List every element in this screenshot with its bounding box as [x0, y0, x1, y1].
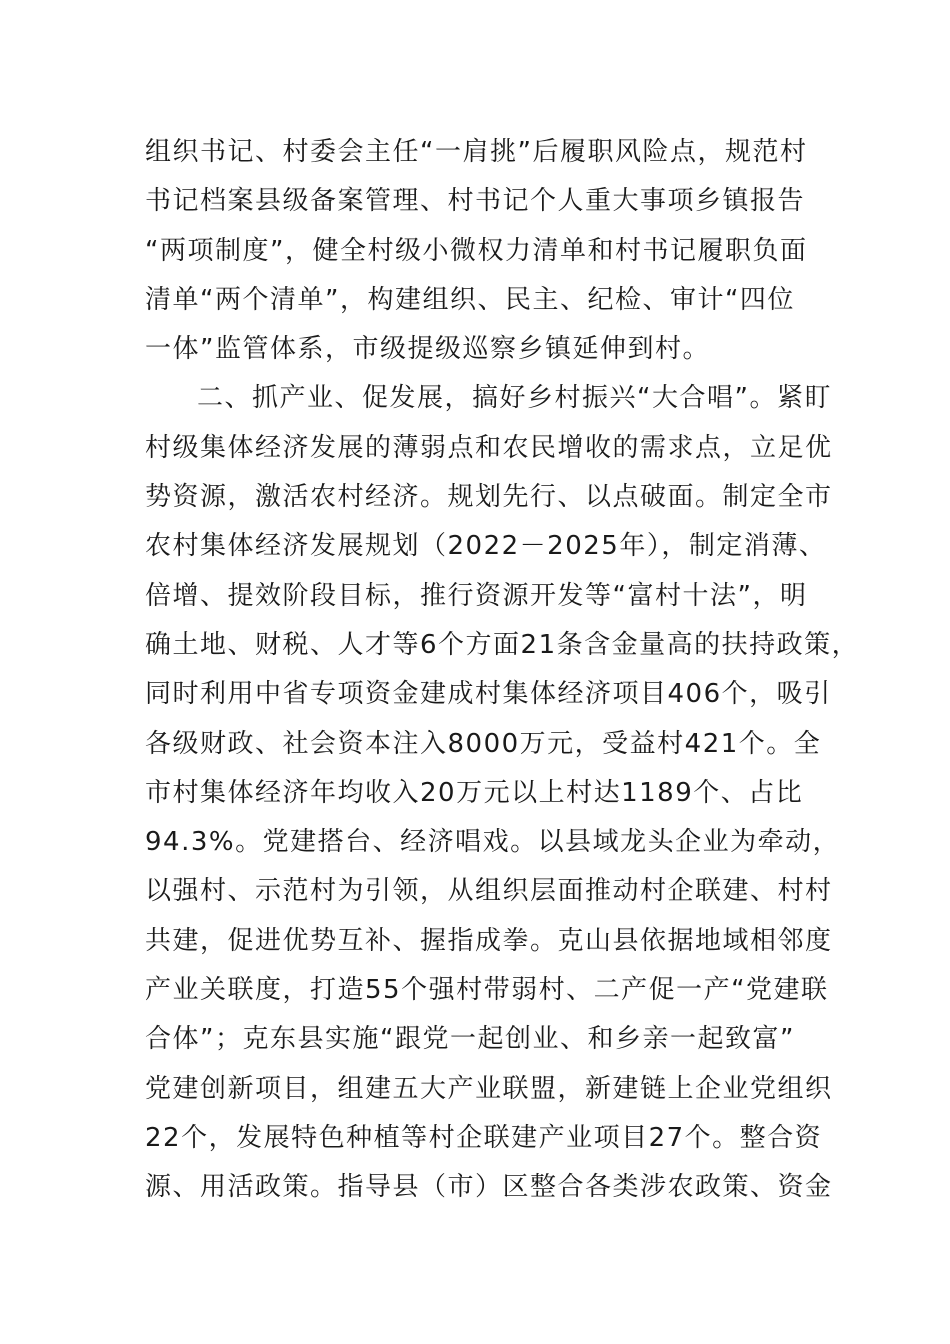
- text-line: 各级财政、社会资本注入8000万元，受益村421个。全: [145, 728, 822, 759]
- text-line: 一体”监管体系，市级提级巡察乡镇延伸到村。: [145, 334, 710, 365]
- text-line: 二、抓产业、促发展，搞好乡村振兴“大合唱”。紧盯: [197, 383, 832, 414]
- text-line: 书记档案县级备案管理、村书记个人重大事项乡镇报告: [145, 186, 806, 217]
- text-line: 市村集体经济年均收入20万元以上村达1189个、占比: [145, 777, 804, 808]
- text-line: “两项制度”，健全村级小微权力清单和村书记履职负面: [145, 235, 808, 266]
- text-line: 确土地、财税、人才等6个方面21条含金量高的扶持政策，: [145, 629, 860, 660]
- text-line: 组织书记、村委会主任“一肩挑”后履职风险点，规范村: [145, 137, 808, 167]
- text-line: 94.3%。党建搭台、经济唱戏。以县域龙头企业为牵动，: [145, 827, 841, 858]
- text-line: 同时利用中省专项资金建成村集体经济项目406个，吸引: [145, 679, 832, 710]
- text-line: 22个，发展特色种植等村企联建产业项目27个。整合资: [145, 1122, 823, 1153]
- text-line: 合体”；克东县实施“跟党一起创业、和乡亲一起致富”: [145, 1024, 795, 1055]
- text-line: 产业关联度，打造55个强村带弱村、二产促一产“党建联: [145, 975, 829, 1006]
- text-line: 源、用活政策。指导县（市）区整合各类涉农政策、资金: [145, 1172, 833, 1203]
- body-text: [145, 128, 860, 1213]
- text-line: 农村集体经济发展规划（2022－2025年），制定消薄、: [145, 531, 827, 562]
- text-line: 党建创新项目，组建五大产业联盟，新建链上企业党组织: [145, 1073, 833, 1104]
- text-line: 共建，促进优势互补、握指成拳。克山县依据地域相邻度: [145, 925, 833, 956]
- text-line: 以强村、示范村为引领，从组织层面推动村企联建、村村: [145, 876, 833, 907]
- text-line: 清单“两个清单”，构建组织、民主、纪检、审计“四位: [145, 284, 795, 315]
- text-line: 倍增、提效阶段目标，推行资源开发等“富村十法”，明: [145, 580, 808, 611]
- text-line: 势资源，激活农村经济。规划先行、以点破面。制定全市: [145, 482, 833, 513]
- text-line: 村级集体经济发展的薄弱点和农民增收的需求点，立足优: [145, 432, 833, 463]
